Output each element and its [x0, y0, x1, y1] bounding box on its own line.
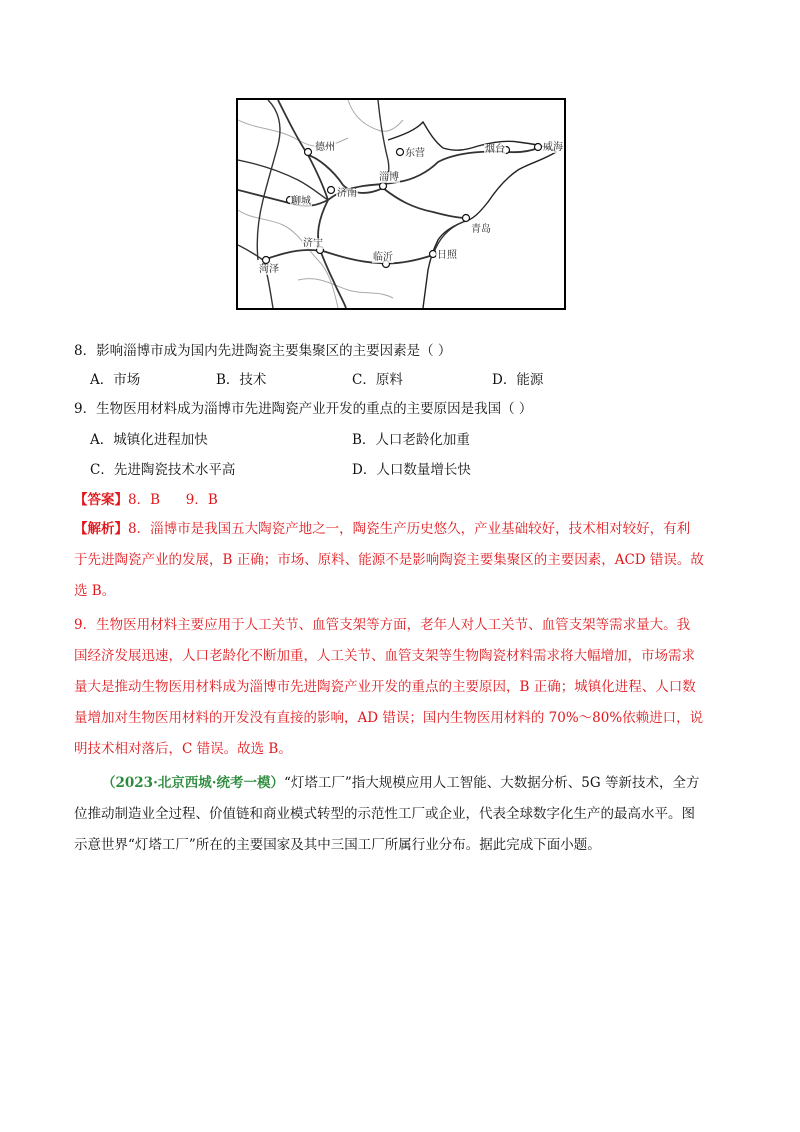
question-9-stem: 9．生物医用材料成为淄博市先进陶瓷产业开发的重点的主要原因是我国（ ）	[74, 401, 533, 417]
answer-tag: 【答案】	[74, 492, 128, 508]
railway	[257, 100, 280, 260]
map-label-heze: 菏泽	[259, 264, 279, 275]
intro-line-2: 位推动制造业全过程、价值链和商业模式转型的示范性工厂或企业，代表全球数字化生产的最高水平。图	[74, 806, 695, 822]
intro-line-3: 示意世界“灯塔工厂”所在的主要国家及其中三国工厂所属行业分布。据此完成下面小题。	[74, 837, 601, 853]
q8-option-c: C．原料	[352, 372, 403, 388]
boundary-line	[348, 100, 403, 131]
map-label-yantai: 烟台	[485, 144, 505, 155]
analysis-tag: 【解析】	[74, 521, 128, 537]
intro-line-1-text: “灯塔工厂”指大规模应用人工智能、大数据分析、5G 等新技术，全方	[283, 775, 700, 791]
analysis-9-line-4: 量增加对生物医用材料的开发没有直接的影响，AD 错误；国内生物医用材料的 70%～80%依赖进口，说	[74, 710, 704, 726]
answer-line	[74, 490, 218, 510]
city-marker-heze	[263, 257, 270, 264]
analysis-8-line-2: 于先进陶瓷产业的发展，B 正确；市场、原料、能源不是影响陶瓷主要集聚区的主要因素，ACD 错误。故	[74, 552, 704, 568]
city-marker-weihai	[535, 144, 542, 151]
analysis-9-line-1: 9．生物医用材料主要应用于人工关节、血管支架等方面，老年人对人工关节、血管支架等需求量大。我	[74, 617, 691, 633]
map-label-jinan: 济南	[337, 188, 357, 199]
map-label-dongying: 东营	[405, 148, 425, 159]
map-label-liaocheng: 聊城	[291, 196, 311, 207]
city-marker-zibo	[380, 183, 387, 190]
city-marker-qingdao	[463, 215, 470, 222]
city-marker-dongying	[397, 149, 404, 156]
city-marker-dezhou	[305, 149, 312, 156]
analysis-9	[74, 610, 724, 765]
q8-option-d: D．能源	[492, 372, 544, 388]
map-label-dezhou: 德州	[315, 142, 335, 153]
map-label-zibo: 淄博	[379, 172, 399, 183]
railway	[238, 190, 328, 206]
answer-text: 8．B 9．B	[128, 492, 218, 508]
map-label-jining: 济宁	[303, 238, 323, 249]
railway	[383, 188, 466, 218]
q9-option-a: A．城镇化进程加快	[90, 432, 208, 448]
city-marker-jinan	[328, 187, 335, 194]
map-drawing	[238, 100, 564, 308]
source-tag: （2023·北京西城·统考一模）	[102, 775, 284, 791]
shandong-map	[236, 98, 566, 310]
q8-option-a: A．市场	[90, 372, 141, 388]
q9-option-d: D．人口数量增长快	[352, 462, 471, 478]
railway	[238, 245, 273, 308]
boundary-line	[298, 279, 393, 298]
analysis-8-text-1: 8．淄博市是我国五大陶瓷产地之一，陶瓷生产历史悠久，产业基础较好，技术相对较好，有利	[128, 521, 691, 537]
intro-paragraph	[74, 768, 724, 861]
analysis-8-line-3: 选 B。	[74, 583, 116, 599]
map-label-rizhao: 日照	[437, 250, 457, 261]
analysis-9-line-5: 明技术相对落后，C 错误。故选 B。	[74, 741, 292, 757]
question-8-stem: 8．影响淄博市成为国内先进陶瓷主要集聚区的主要因素是（ ）	[74, 343, 452, 359]
intro-line-1	[74, 768, 724, 799]
q9-option-c: C．先进陶瓷技术水平高	[90, 462, 236, 478]
analysis-9-line-2: 国经济发展迅速，人口老龄化不断加重，人工关节、血管支架等生物陶瓷材料需求将大幅增加，市场需求	[74, 648, 695, 664]
analysis-8	[74, 514, 724, 607]
q8-option-b: B．技术	[216, 372, 267, 388]
analysis-9-line-3: 量大是推动生物医用材料成为淄博市先进陶瓷产业开发的重点的主要原因，B 正确；城镇化进程、人口数	[74, 679, 696, 695]
analysis-8-line-1	[74, 514, 724, 545]
map-label-weihai: 威海	[543, 142, 563, 153]
map-label-linyi: 临沂	[373, 252, 393, 263]
q9-option-b: B．人口老龄化加重	[352, 432, 470, 448]
map-label-qingdao: 青岛	[471, 224, 491, 235]
